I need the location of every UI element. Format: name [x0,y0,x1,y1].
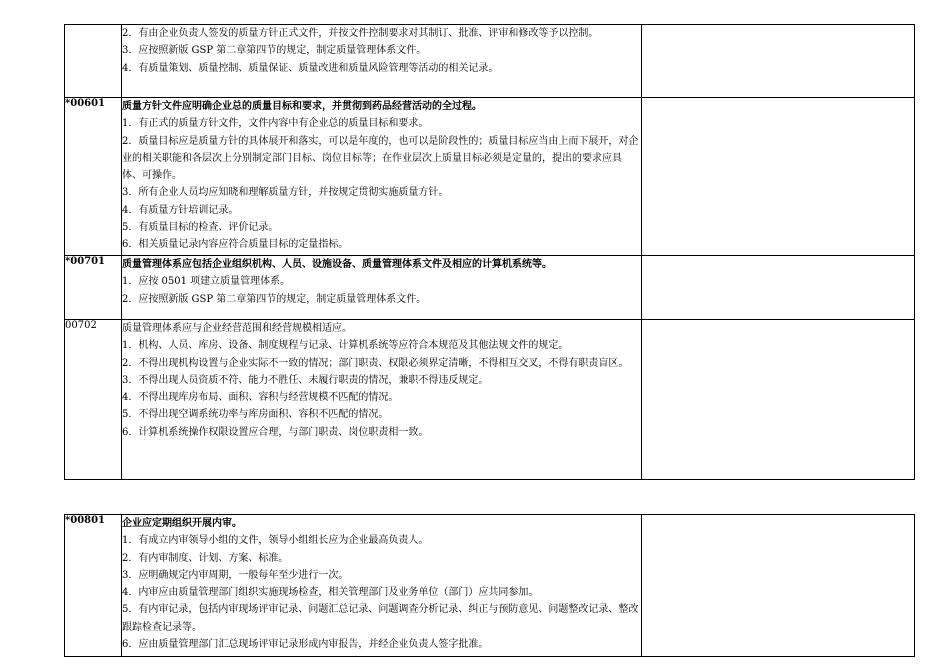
remarks-cell [642,25,915,98]
requirement-item: 2．应按照新版 GSP 第二章第四节的规定，制定质量管理体系文件。 [122,293,427,305]
table-row [65,256,915,320]
requirement-title: 质量管理体系应包括企业组织机构、人员、设施设备、质量管理体系文件及相应的计算机系统等。 [122,259,552,270]
item-content [122,98,642,256]
remarks-cell [642,515,915,657]
requirement-title: 质量方针文件应明确企业总的质量目标和要求，并贯彻到药品经营活动的全过程。 [122,101,482,112]
requirement-item: 4．有质量策划、质量控制、质量保证、质量改进和质量风险管理等活动的相关记录。 [122,62,499,74]
requirement-item: 3．所有企业人员均应知晓和理解质量方针，并按规定贯彻实施质量方针。 [122,187,449,199]
table-body [65,515,915,657]
requirement-item: 2．有由企业负责人签发的质量方针正式文件，并按文件控制要求对其制订、批准、评审和修改等予以控制。 [122,28,599,39]
item-code: *00801 [65,515,122,657]
requirement-item: 5．有质量目标的检查、评价记录。 [122,222,279,234]
item-content [122,515,642,657]
requirement-item: 6．相关质量记录内容应符合质量目标的定量指标。 [122,239,349,251]
item-content [122,256,642,320]
table-row [65,320,915,480]
item-content [122,25,642,98]
remarks-cell [642,320,915,480]
requirement-title: 质量管理体系应与企业经营范围和经营规模相适应。 [122,323,352,334]
requirement-item: 2．有内审制度、计划、方案、标准。 [122,552,289,564]
table-row [65,515,915,657]
requirement-item: 3．应明确规定内审周期，一般每年至少进行一次。 [122,569,349,581]
requirement-title: 企业应定期组织开展内审。 [122,518,242,529]
table-body [65,25,915,480]
requirement-item: 4．有质量方针培训记录。 [122,204,239,216]
item-content [122,320,642,480]
requirement-item: 4．内审应由质量管理部门组织实施现场检查，相关管理部门及业务单位（部门）应共同参加。 [122,587,539,599]
requirement-item: 3．不得出现人员资质不符、能力不胜任、未履行职责的情况，兼职不得违反规定。 [122,374,489,386]
table-row [65,25,915,98]
requirement-item: 4．不得出现库房布局、面积、容积与经营规模不匹配的情况。 [122,392,399,404]
requirement-item: 6．应由质量管理部门汇总现场评审记录形成内审报告，并经企业负责人签字批准。 [122,639,489,651]
requirement-item: 1．应按 0501 项建立质量管理体系。 [122,276,291,288]
requirement-item: 2．质量目标应是质量方针的具体展开和落实，可以是年度的，也可以是阶段性的；质量目标应当由上而下展开，对企业的相关职能和各层次上分别制定部门目标、岗位目标等；在作业层次上质量目标必须是定量的，提出的要求应具体、可操作。 [122,135,639,182]
requirement-item: 6．计算机系统操作权限设置应合理，与部门职责、岗位职责相一致。 [122,426,429,438]
item-code: 00702 [65,320,122,480]
remarks-cell [642,256,915,320]
requirement-item: 2．不得出现机构设置与企业实际不一致的情况；部门职责、权限必须界定清晰，不得相互交叉，不得有职责盲区。 [122,357,629,369]
requirements-table-1 [64,24,915,480]
item-code [65,25,122,98]
item-code: *00601 [65,98,122,256]
item-code: *00701 [65,256,122,320]
requirement-item: 5．有内审记录，包括内审现场评审记录、问题汇总记录、问题调查分析记录、纠正与预防意见、问题整改记录、整改跟踪检查记录等。 [122,604,639,633]
requirement-item: 1．机构、人员、库房、设备、制度规程与记录、计算机系统等应符合本规范及其他法规文件的规定。 [122,340,569,352]
requirements-table-2 [64,514,915,657]
requirement-item: 1．有正式的质量方针文件，文件内容中有企业总的质量目标和要求。 [122,118,429,130]
table-row [65,98,915,256]
requirement-item: 1．有成立内审领导小组的文件，领导小组组长应为企业最高负责人。 [122,535,429,547]
remarks-cell [642,98,915,256]
requirement-item: 5．不得出现空调系统功率与库房面积、容积不匹配的情况。 [122,409,389,421]
requirement-item: 3．应按照新版 GSP 第二章第四节的规定，制定质量管理体系文件。 [122,45,427,57]
